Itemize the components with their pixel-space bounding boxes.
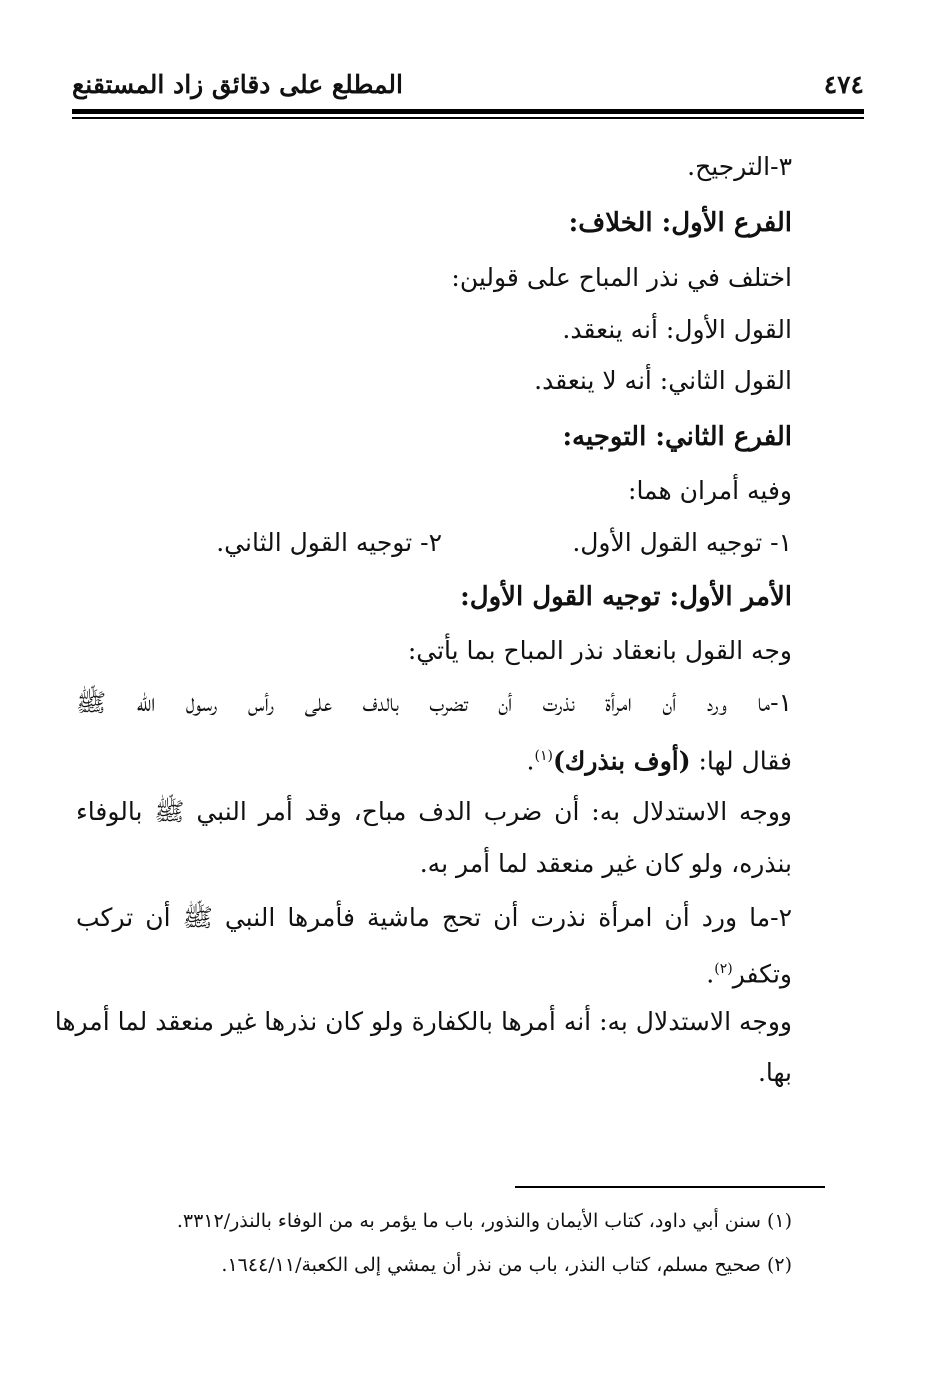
page-number: ٤٧٤ (823, 70, 864, 99)
paragraph-line: ٣-الترجيح. (687, 152, 792, 181)
header-rule-thick (72, 109, 864, 114)
paragraph-line: اختلف في نذر المباح على قولين: (451, 263, 792, 292)
paragraph-line: بها. (757, 1058, 792, 1087)
header-rule-thin (72, 117, 864, 119)
paragraph-line: القول الثاني: أنه لا ينعقد. (534, 366, 792, 395)
footnote-1: (١) سنن أبي داود، كتاب الأيمان والنذور، باب ما يؤمر به من الوفاء بالنذر/٣٣١٢. (176, 1210, 792, 1232)
footnote-separator (515, 1186, 825, 1188)
paragraph-line: وفيه أمران هما: (628, 476, 792, 505)
paragraph-line (706, 950, 792, 993)
section-heading: الأمر الأول: توجيه القول الأول: (460, 582, 792, 612)
paragraph-line: وجه القول بانعقاد نذر المباح بما يأتي: (407, 636, 792, 665)
paragraph-line: ووجه الاستدلال به: أنه أمرها بالكفارة ولو كان نذرها غير منعقد لما أمرها (54, 1007, 792, 1036)
paragraph-line (527, 737, 792, 780)
running-title: المطلع على دقائق زاد المستقنع (72, 70, 403, 99)
section-heading: الفرع الثاني: التوجيه: (562, 422, 792, 452)
footnote-ref: (١) (534, 748, 553, 764)
paragraph-line: ١-ما ورد أن امرأة نذرت أن تضرب بالدف على رأس رسول الله ﷺ (76, 688, 792, 717)
hadith-quote: (أوف بنذرك) (552, 746, 691, 776)
paragraph-line: ووجه الاستدلال به: أن ضرب الدف مباح، وقد أمر النبي ﷺ بالوفاء (76, 797, 792, 826)
footnote-2: (٢) صحيح مسلم، كتاب النذر، باب من نذر أن يمشي إلى الكعبة/١٦٤٤/١١. (221, 1254, 792, 1276)
text-run: وتكفر (732, 959, 792, 989)
paragraph-line: القول الأول: أنه ينعقد. (562, 315, 792, 344)
page-header (72, 66, 864, 106)
list-item: ١- توجيه القول الأول. (572, 528, 792, 557)
paragraph-line: ٢-ما ورد أن امرأة نذرت أن تحج ماشية فأمرها النبي ﷺ أن تركب (76, 903, 792, 932)
text-run: . (706, 959, 715, 989)
paragraph-line: بنذره، ولو كان غير منعقد لما أمر به. (419, 849, 792, 878)
list-item: ٢- توجيه القول الثاني. (216, 528, 442, 557)
text-run: فقال لها: (690, 746, 792, 776)
footnote-ref: (٢) (714, 961, 733, 977)
section-heading: الفرع الأول: الخلاف: (568, 208, 792, 238)
text-run: . (526, 746, 535, 776)
